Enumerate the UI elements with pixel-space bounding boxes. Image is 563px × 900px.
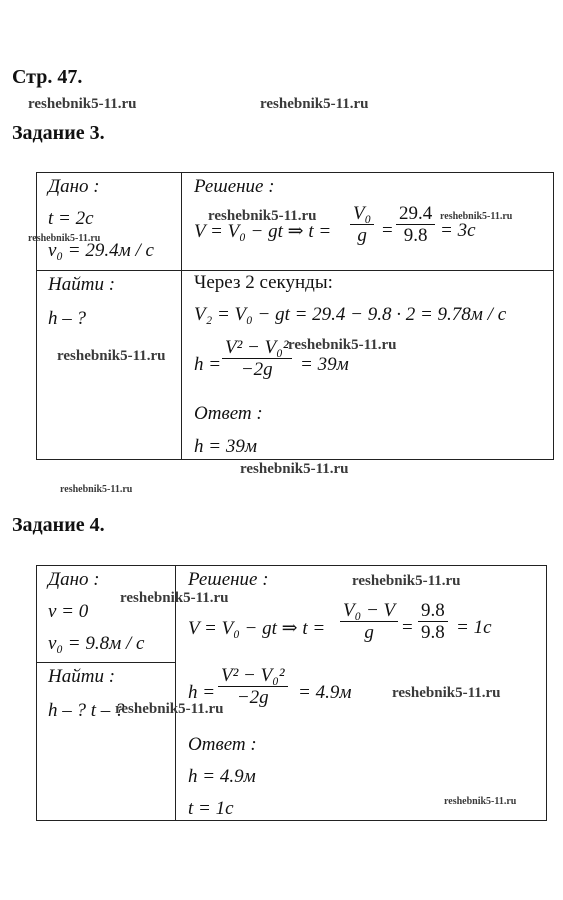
- watermark: reshebnik5-11.ru: [260, 96, 369, 112]
- task4-answer-t: t = 1c: [188, 798, 234, 819]
- task3-column-divider: [181, 172, 182, 460]
- task3-eq1-equals: =: [382, 220, 393, 241]
- fraction-numerator: V² − V₀²: [222, 338, 292, 359]
- task3-answer-label: Ответ :: [194, 403, 263, 424]
- task3-row-divider: [36, 270, 182, 271]
- task3-find-label: Найти :: [48, 274, 116, 295]
- task3-eq3-left: h =: [194, 354, 222, 375]
- task4-find-label: Найти :: [48, 666, 116, 687]
- task4-given-v0: v₀ = 9.8м / c: [48, 633, 145, 654]
- task4-eq2-fraction: [218, 666, 288, 709]
- fraction-numerator: V₀ − V: [340, 601, 398, 622]
- task3-given-label: Дано :: [48, 176, 100, 197]
- task4-eq2-result: = 4.9м: [298, 682, 352, 703]
- task4-eq1-equals: =: [402, 617, 413, 638]
- task4-answer-h: h = 4.9м: [188, 766, 256, 787]
- task4-eq1-fraction1: [340, 601, 398, 644]
- task4-eq1-fraction2: [418, 601, 448, 644]
- fraction-numerator: 29.4: [396, 204, 435, 225]
- task3-eq1-left: V = V₀ − gt ⇒ t =: [194, 221, 332, 242]
- watermark: reshebnik5-11.ru: [392, 685, 501, 701]
- watermark: reshebnik5-11.ru: [440, 211, 513, 222]
- task3-find-h: h – ?: [48, 308, 86, 329]
- fraction-numerator: V₀: [350, 204, 374, 225]
- watermark: reshebnik5-11.ru: [352, 573, 461, 589]
- task3-eq1-fraction1: [350, 204, 374, 247]
- task3-answer-h: h = 39м: [194, 436, 257, 457]
- watermark: reshebnik5-11.ru: [57, 348, 166, 364]
- fraction-denominator: g: [364, 622, 374, 643]
- task4-find-h-t: h – ? t – ?: [48, 700, 125, 721]
- watermark: reshebnik5-11.ru: [208, 208, 317, 224]
- fraction-denominator: −2g: [240, 359, 273, 380]
- task4-given-v: v = 0: [48, 601, 89, 622]
- task4-eq2-left: h =: [188, 682, 216, 703]
- task3-solution-divider: [181, 270, 554, 271]
- task4-heading: Задание 4.: [12, 514, 105, 536]
- watermark: reshebnik5-11.ru: [28, 233, 101, 244]
- watermark: reshebnik5-11.ru: [60, 484, 133, 495]
- task3-after-2-seconds: Через 2 секунды:: [194, 272, 333, 293]
- task3-given-v0: v₀ = 29.4м / c: [48, 240, 154, 261]
- task4-solution-label: Решение :: [188, 569, 269, 590]
- task3-solution-label: Решение :: [194, 176, 275, 197]
- task3-eq3-result: = 39м: [300, 354, 349, 375]
- fraction-numerator: 9.8: [418, 601, 448, 622]
- task3-given-t: t = 2c: [48, 208, 94, 229]
- watermark: reshebnik5-11.ru: [115, 701, 224, 717]
- fraction-denominator: g: [357, 225, 367, 246]
- watermark: reshebnik5-11.ru: [120, 590, 229, 606]
- task3-eq3-fraction: [222, 338, 292, 381]
- fraction-denominator: 9.8: [421, 622, 445, 643]
- task4-eq1-left: V = V₀ − gt ⇒ t =: [188, 618, 326, 639]
- watermark: reshebnik5-11.ru: [28, 96, 137, 112]
- task3-eq2: V₂ = V₀ − gt = 29.4 − 9.8 · 2 = 9.78м / c: [194, 304, 507, 325]
- task4-given-label: Дано :: [48, 569, 100, 590]
- watermark: reshebnik5-11.ru: [288, 337, 397, 353]
- page-title: Стр. 47.: [12, 66, 83, 88]
- task4-answer-label: Ответ :: [188, 734, 257, 755]
- task3-eq1-fraction2: [396, 204, 435, 247]
- fraction-numerator: V² − V₀²: [218, 666, 288, 687]
- task4-row-divider: [36, 662, 176, 663]
- task3-heading: Задание 3.: [12, 122, 105, 144]
- watermark: reshebnik5-11.ru: [444, 796, 517, 807]
- watermark: reshebnik5-11.ru: [240, 461, 349, 477]
- task4-eq1-result: = 1c: [456, 617, 492, 638]
- task3-eq1-result: = 3c: [440, 220, 476, 241]
- fraction-denominator: 9.8: [403, 225, 428, 246]
- fraction-denominator: −2g: [236, 687, 269, 708]
